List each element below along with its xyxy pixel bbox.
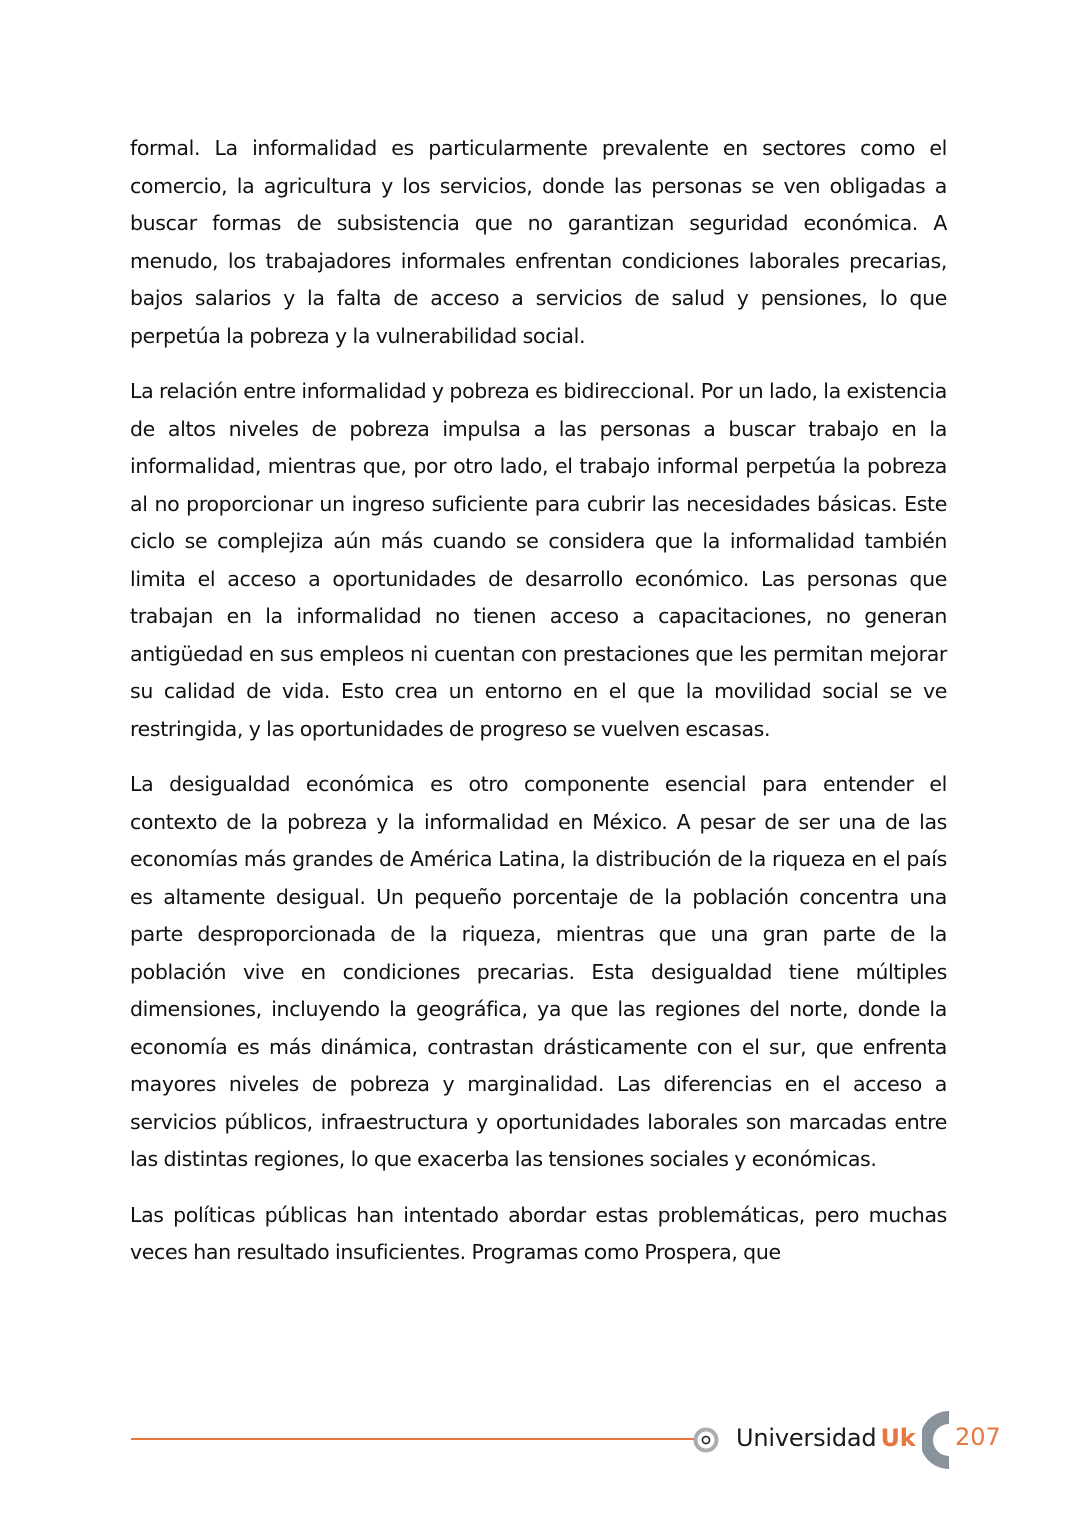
paragraph: Las políticas públicas han intentado abordar estas problemáticas, pero muchas veces han resultado insuficientes. Programas como Prospera, que xyxy=(130,1202,947,1264)
paragraph: formal. La informalidad es particularmente prevalente en sectores como el comercio, la agricultura y los servicios, donde las personas se ven obligadas a buscar formas de subsistencia que no garantizan seguridad económica. A menudo, los trabajadores informales enfrentan condiciones laborales precarias, bajos salarios y la falta de acceso a servicios de salud y pensiones, lo que perpetúa la pobreza y la vulnerabilidad social. xyxy=(130,136,947,348)
page-footer xyxy=(0,1400,1080,1480)
document-body xyxy=(130,130,947,1290)
arc-decoration-icon xyxy=(922,1409,952,1471)
brand-suffix: Uk xyxy=(880,1424,916,1452)
footer-divider-line xyxy=(131,1438,696,1440)
paragraph: La relación entre informalidad y pobreza es bidireccional. Por un lado, la existencia de altos niveles de pobreza impulsa a las personas a buscar trabajo en la informalidad, mientras que, por otro lado, el trabajo informal perpetúa la pobreza al no proporcionar un ingreso suficiente para cubrir las necesidades básicas. Este ciclo se complejiza aún más cuando se considera que la informalidad también limita el acceso a oportunidades de desarrollo económico. Las personas que trabajan en la informalidad no tienen acceso a capacitaciones, no generan antigüedad en sus empleos ni cuentan con prestaciones que les permitan mejorar su calidad de vida. Esto crea un entorno en el que la movilidad social se ve restringida, y las oportunidades de progreso se vuelven escasas. xyxy=(130,379,947,741)
brand-logo xyxy=(736,1422,916,1454)
paragraph: La desigualdad económica es otro componente esencial para entender el contexto de la pobreza y la informalidad en México. A pesar de ser una de las economías más grandes de América Latina, la distribución de la riqueza en el país es altamente desigual. Un pequeño porcentaje de la población concentra una parte desproporcionada de la riqueza, mientras que una gran parte de la población vive en condiciones precarias. Esta desigualdad tiene múltiples dimensiones, incluyendo la geográfica, ya que las regiones del norte, donde la economía es más dinámica, contrastan drásticamente con el sur, que enfrenta mayores niveles de pobreza y marginalidad. Las diferencias en el acceso a servicios públicos, infraestructura y oportunidades laborales son marcadas entre las distintas regiones, lo que exacerba las tensiones sociales y económicas. xyxy=(130,772,947,1171)
brand-name: Universidad xyxy=(736,1424,877,1452)
page-number: 207 xyxy=(955,1423,1001,1451)
ring-logo-icon xyxy=(693,1427,719,1453)
